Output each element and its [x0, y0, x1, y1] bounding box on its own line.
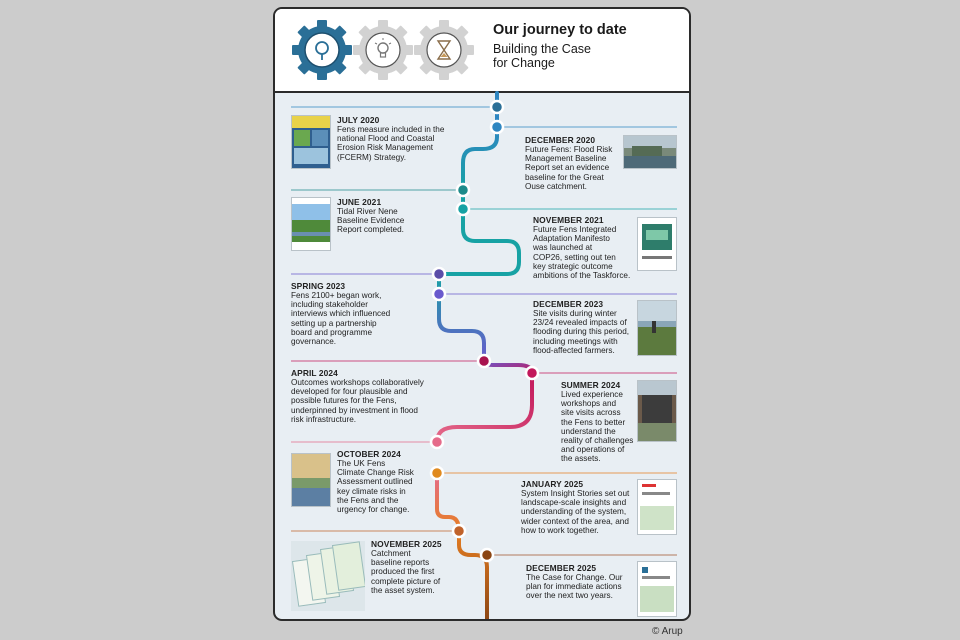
- node-dot: [453, 525, 465, 537]
- river-nene-photo: [291, 197, 331, 251]
- milestone-description: Tidal River Nene Baseline Evidence Report completed.: [337, 207, 405, 235]
- milestone-description: The Case for Change. Our plan for immediate actions over the next two years.: [526, 573, 623, 601]
- milestone-december-2023: [533, 299, 643, 355]
- case-for-change-cover: [637, 561, 677, 617]
- milestone-date: DECEMBER 2025: [526, 563, 597, 573]
- milestone-date: NOVEMBER 2025: [371, 539, 442, 549]
- copyright-notice: © Arup: [652, 626, 683, 637]
- baseline-reports-stack: [291, 541, 365, 611]
- milestone-date: APRIL 2024: [291, 368, 338, 378]
- milestone-date: SUMMER 2024: [561, 380, 621, 390]
- river-sluice-photo: [623, 135, 677, 169]
- pumping-station-photo: [637, 380, 677, 442]
- milestone-date: DECEMBER 2023: [533, 299, 604, 309]
- insight-stories-cover: [637, 479, 677, 535]
- milestone-description: Fens 2100+ began work, including stakeholder interviews which influenced setting up a partnership board and programme governance.: [291, 291, 391, 347]
- milestone-description: Site visits during winter 23/24 revealed impacts of flooding during this period, including meetings with flood-affected farmers.: [533, 309, 630, 355]
- milestone-description: System Insight Stories set out landscape-scale insights and understanding of the system, wider context of the area, and how to work together.: [521, 489, 630, 535]
- node-dot: [481, 549, 493, 561]
- milestone-june-2021: [337, 197, 467, 235]
- timeline-card: [273, 7, 691, 621]
- node-dot: [491, 101, 503, 113]
- node-dot: [526, 367, 538, 379]
- milestone-date: DECEMBER 2020: [525, 135, 596, 145]
- milestone-description: Outcomes workshops collaboratively developed for four plausible and possible futures for the Fens, underpinned by investment in flood risk infrastructure.: [291, 378, 424, 424]
- node-dot: [478, 355, 490, 367]
- milestone-november-2025: [371, 539, 471, 595]
- node-dot: [457, 184, 469, 196]
- node-dot: [433, 268, 445, 280]
- milestone-october-2024: [337, 449, 437, 514]
- milestone-date: NOVEMBER 2021: [533, 215, 604, 225]
- node-dot: [433, 288, 445, 300]
- subtitle-line: for Change: [493, 56, 555, 70]
- milestone-description: Future Fens: Flood Risk Management Baseline Report set an evidence baseline for the Great Ouse catchment.: [525, 145, 613, 191]
- milestone-november-2021: [533, 215, 637, 280]
- milestone-description: Fens measure included in the national Flood and Coastal Erosion Risk Management (FCERM) Strategy.: [337, 125, 445, 162]
- node-dot: [431, 436, 443, 448]
- milestone-december-2025: [526, 563, 636, 601]
- page-title: Our journey to date: [493, 22, 627, 38]
- manifesto-cover-thumbnail: [637, 217, 677, 271]
- milestone-description: Catchment baseline reports produced the first complete picture of the asset system.: [371, 549, 441, 595]
- milestone-july-2020: [337, 115, 507, 162]
- strategy-report-thumbnail: [291, 115, 331, 169]
- milestone-description: Future Fens Integrated Adaptation Manifesto was launched at COP26, setting out ten key strategic outcome ambitions of the Taskforce.: [533, 225, 631, 281]
- milestone-description: Lived experience workshops and site visits across the Fens to better understand the reality of challenges and operations of the assets.: [561, 390, 634, 464]
- milestone-april-2024: [291, 368, 471, 424]
- site-visit-photo: [637, 300, 677, 356]
- milestone-date: JUNE 2021: [337, 197, 382, 207]
- milestone-date: JULY 2020: [337, 115, 380, 125]
- milestone-date: OCTOBER 2024: [337, 449, 401, 459]
- milestone-description: The UK Fens Climate Change Risk Assessment outlined key climate risks in the Fens and the urgency for change.: [337, 459, 414, 515]
- milestone-spring-2023: [291, 281, 431, 346]
- subtitle-line: Building the Case: [493, 42, 591, 56]
- milestone-summer-2024: [561, 380, 639, 464]
- milestone-date: JANUARY 2025: [521, 479, 584, 489]
- milestone-january-2025: [521, 479, 637, 535]
- milestone-date: SPRING 2023: [291, 281, 346, 291]
- milestone-december-2020: [525, 135, 625, 191]
- risk-assessment-cover: [291, 453, 331, 507]
